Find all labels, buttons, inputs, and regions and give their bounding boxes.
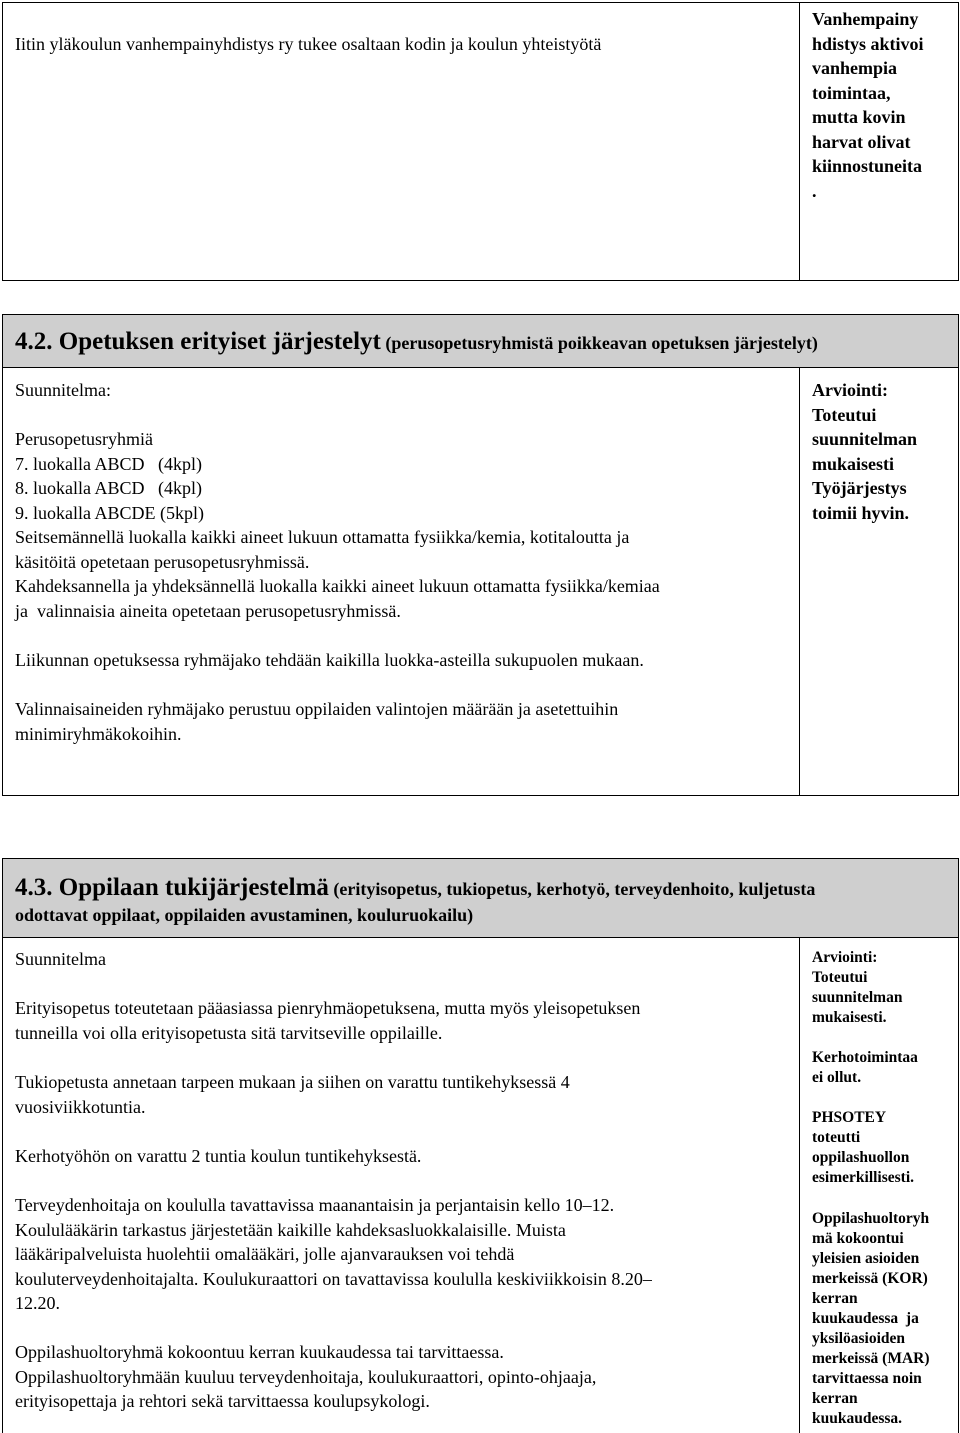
club-activity-text: Kerhotyöhön on varattu 2 tuntia koulun tuntikehyksestä. [15, 1146, 422, 1166]
section-4-3-header-divider [2, 937, 959, 938]
special-education-text: Erityisopetus toteutetaan pääasiassa pienryhmäopetuksena, mutta myös yleisopetuksen tunneilla voi olla erityisopetusta sitä tarvitseville oppilaille. [15, 998, 641, 1043]
association-evaluation: Vanhempainy hdistys aktivoi vanhempia toimintaa, mutta kovin harvat olivat kiinnostuneita . [812, 9, 924, 201]
section-4-2-divider [799, 367, 800, 796]
section-4-3-evaluation-2: Kerhotoimintaa ei ollut. [812, 1049, 918, 1086]
section-4-3-evaluation-1: Arviointi: Toteutui suunnitelman mukaisesti. [812, 949, 903, 1026]
association-text: Iitin yläkoulun vanhempainyhdistys ry tukee osaltaan kodin ja koulun yhteistyötä [15, 34, 602, 54]
section-4-2-evaluation: Arviointi: Toteutui suunnitelman mukaisesti Työjärjestys toimii hyvin. [812, 380, 918, 523]
remedial-teaching-text: Tukiopetusta annetaan tarpeen mukaan ja siihen on varattu tuntikehyksessä 4 vuosiviikkotuntia. [15, 1072, 570, 1117]
plan-label: Suunnitelma: [15, 380, 111, 400]
section-4-3-plan-label: Suunnitelma [15, 949, 106, 969]
section-4-3-heading: 4.3. Oppilaan tukijärjestelmä (erityisopetus, tukiopetus, kerhotyö, terveydenhoito, kuljetusta [15, 874, 816, 901]
section-4-2-heading: 4.2. Opetuksen erityiset järjestelyt (perusopetusryhmistä poikkeavan opetuksen järjestelyt) [15, 328, 818, 355]
section-4-2-header-divider [2, 367, 959, 368]
section-4-3-divider [799, 937, 800, 1433]
section-4-2-plan: Suunnitelma: Perusopetusryhmiä 7. luokalla ABCD (4kpl) 8. luokalla ABCD (4kpl) 9. luokalla ABCDE (5kpl) Seitsemännellä luokalla kaikki aineet lukuun ottamatta fysiikka/kemia, kotitaloutta ja käsitöitä opetetaan perusopetusryhmissä. Kahdeksannella ja yhdeksännellä luokalla kaikki aineet lukuun ottamatta fysiikka/kemiaa ja valinnaisia aineita opetetaan perusopetusryhmissä. [15, 380, 660, 621]
section-4-3-heading-continued: odottavat oppilaat, oppilaiden avustaminen, kouluruokailu) [15, 905, 474, 925]
section-4-3-evaluation-3: PHSOTEY toteutti oppilashuollon esimerkillisesti. [812, 1109, 915, 1186]
section-4-3-evaluation-4: Oppilashuoltoryh mä kokoontui yleisien asioiden merkeissä (KOR) kerran kuukaudessa ja yksilöasioiden merkeissä (MAR) tarvittaessa noin kerran kuukaudessa. [812, 1210, 930, 1427]
pe-grouping-text: Liikunnan opetuksessa ryhmäjako tehdään kaikilla luokka-asteilla sukupuolen mukaan. [15, 650, 644, 670]
student-welfare-text: Oppilashuoltoryhmä kokoontuu kerran kuukaudessa tai tarvittaessa. Oppilashuoltoryhmään kuuluu terveydenhoitaja, koulukuraattori, opinto-ohjaaja, erityisopettaja ja rehtori sekä tarvittaessa koulupsykologi. [15, 1342, 597, 1411]
table-top-divider [799, 2, 800, 281]
elective-grouping-text: Valinnaisaineiden ryhmäjako perustuu oppilaiden valintojen määrään ja asetettuihin minimiryhmäkokoihin. [15, 699, 619, 744]
health-services-text: Terveydenhoitaja on koululla tavattavissa maanantaisin ja perjantaisin kello 10–12. Koululääkärin tarkastus järjestetään kaikille kahdeksasluokkalaisille. Muista lääkäripalveluista huolehtii omalääkäri, jolle ajanvarauksen voi tehdä kouluterveydenhoitajalta. Koulukuraattori on tavattavissa koululla keskiviikkoisin 8.20– 12.20. [15, 1195, 652, 1313]
